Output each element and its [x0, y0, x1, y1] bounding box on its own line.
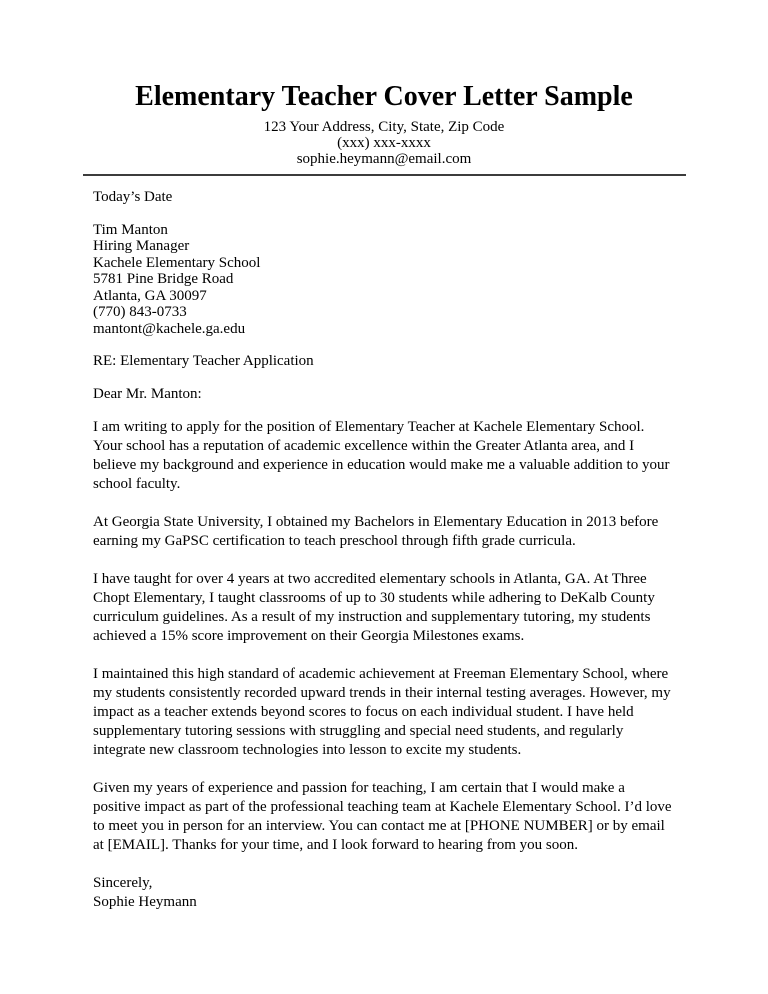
body-paragraph: At Georgia State University, I obtained my Bachelors in Elementary Education in 2013 before earning my GaPSC certification to teach preschool through fifth grade curricula. [93, 514, 659, 549]
date-text: Today’s Date [93, 189, 173, 205]
header-divider [83, 174, 686, 176]
recipient-phone: (770) 843-0733 [93, 304, 187, 320]
subject-line [93, 353, 675, 370]
recipient-email: mantont@kachele.ga.edu [93, 320, 246, 337]
recipient-city-state-zip: Atlanta, GA 30097 [93, 287, 207, 304]
recipient-street: 5781 Pine Bridge Road [93, 271, 234, 287]
body-paragraph: Given my years of experience and passion for teaching, I am certain that I would make a positive impact as part of the professional teaching team at Kachele Elementary School. I’d love to meet you in person for an interview. You can contact me at [PHONE NUMBER] or by email at [EMAIL]. Thanks for your time, and I look forward to hearing from you soon. [93, 780, 672, 853]
salutation-text: Dear Mr. Manton: [93, 385, 202, 402]
body-paragraph: I maintained this high standard of academic achievement at Freeman Elementary School, where my students consistently recorded upward trends in their internal testing averages. However, my impact as a teacher extends beyond scores to focus on each individual student. I have held supplementary tutoring sessions with struggling and special need students, and regularly integrate new classroom technologies into lesson to excite my students. [93, 666, 671, 758]
date-line [93, 189, 675, 206]
subject-text: RE: Elementary Teacher Application [93, 353, 314, 369]
sender-contact-block [93, 119, 675, 167]
sender-phone: (xxx) xxx-xxxx [337, 135, 431, 151]
salutation [93, 386, 675, 403]
recipient-name: Tim Manton [93, 221, 168, 238]
recipient-block [93, 222, 675, 338]
recipient-role: Hiring Manager [93, 238, 190, 254]
closing-block [93, 874, 675, 912]
page-title: Elementary Teacher Cover Letter Sample [135, 81, 633, 112]
signature-name: Sophie Heymann [93, 894, 197, 910]
sender-address: 123 Your Address, City, State, Zip Code [263, 119, 505, 135]
sender-email: sophie.heymann@email.com [296, 151, 472, 167]
body-paragraph: I am writing to apply for the position of Elementary Teacher at Kachele Elementary School. Your school has a reputation of academic excellence within the Greater Atlanta area, and I believe my background and experience in education would make me a valuable addition to your school faculty. [93, 419, 670, 492]
body-paragraph: I have taught for over 4 years at two accredited elementary schools in Atlanta, GA. At Three Chopt Elementary, I taught classrooms of up to 30 students while adhering to DeKalb County curriculum guidelines. As a result of my instruction and supplementary tutoring, my students achieved a 15% score improvement on their Georgia Milestones exams. [93, 571, 655, 644]
recipient-organization: Kachele Elementary School [93, 254, 261, 271]
closing-text: Sincerely, [93, 875, 153, 891]
